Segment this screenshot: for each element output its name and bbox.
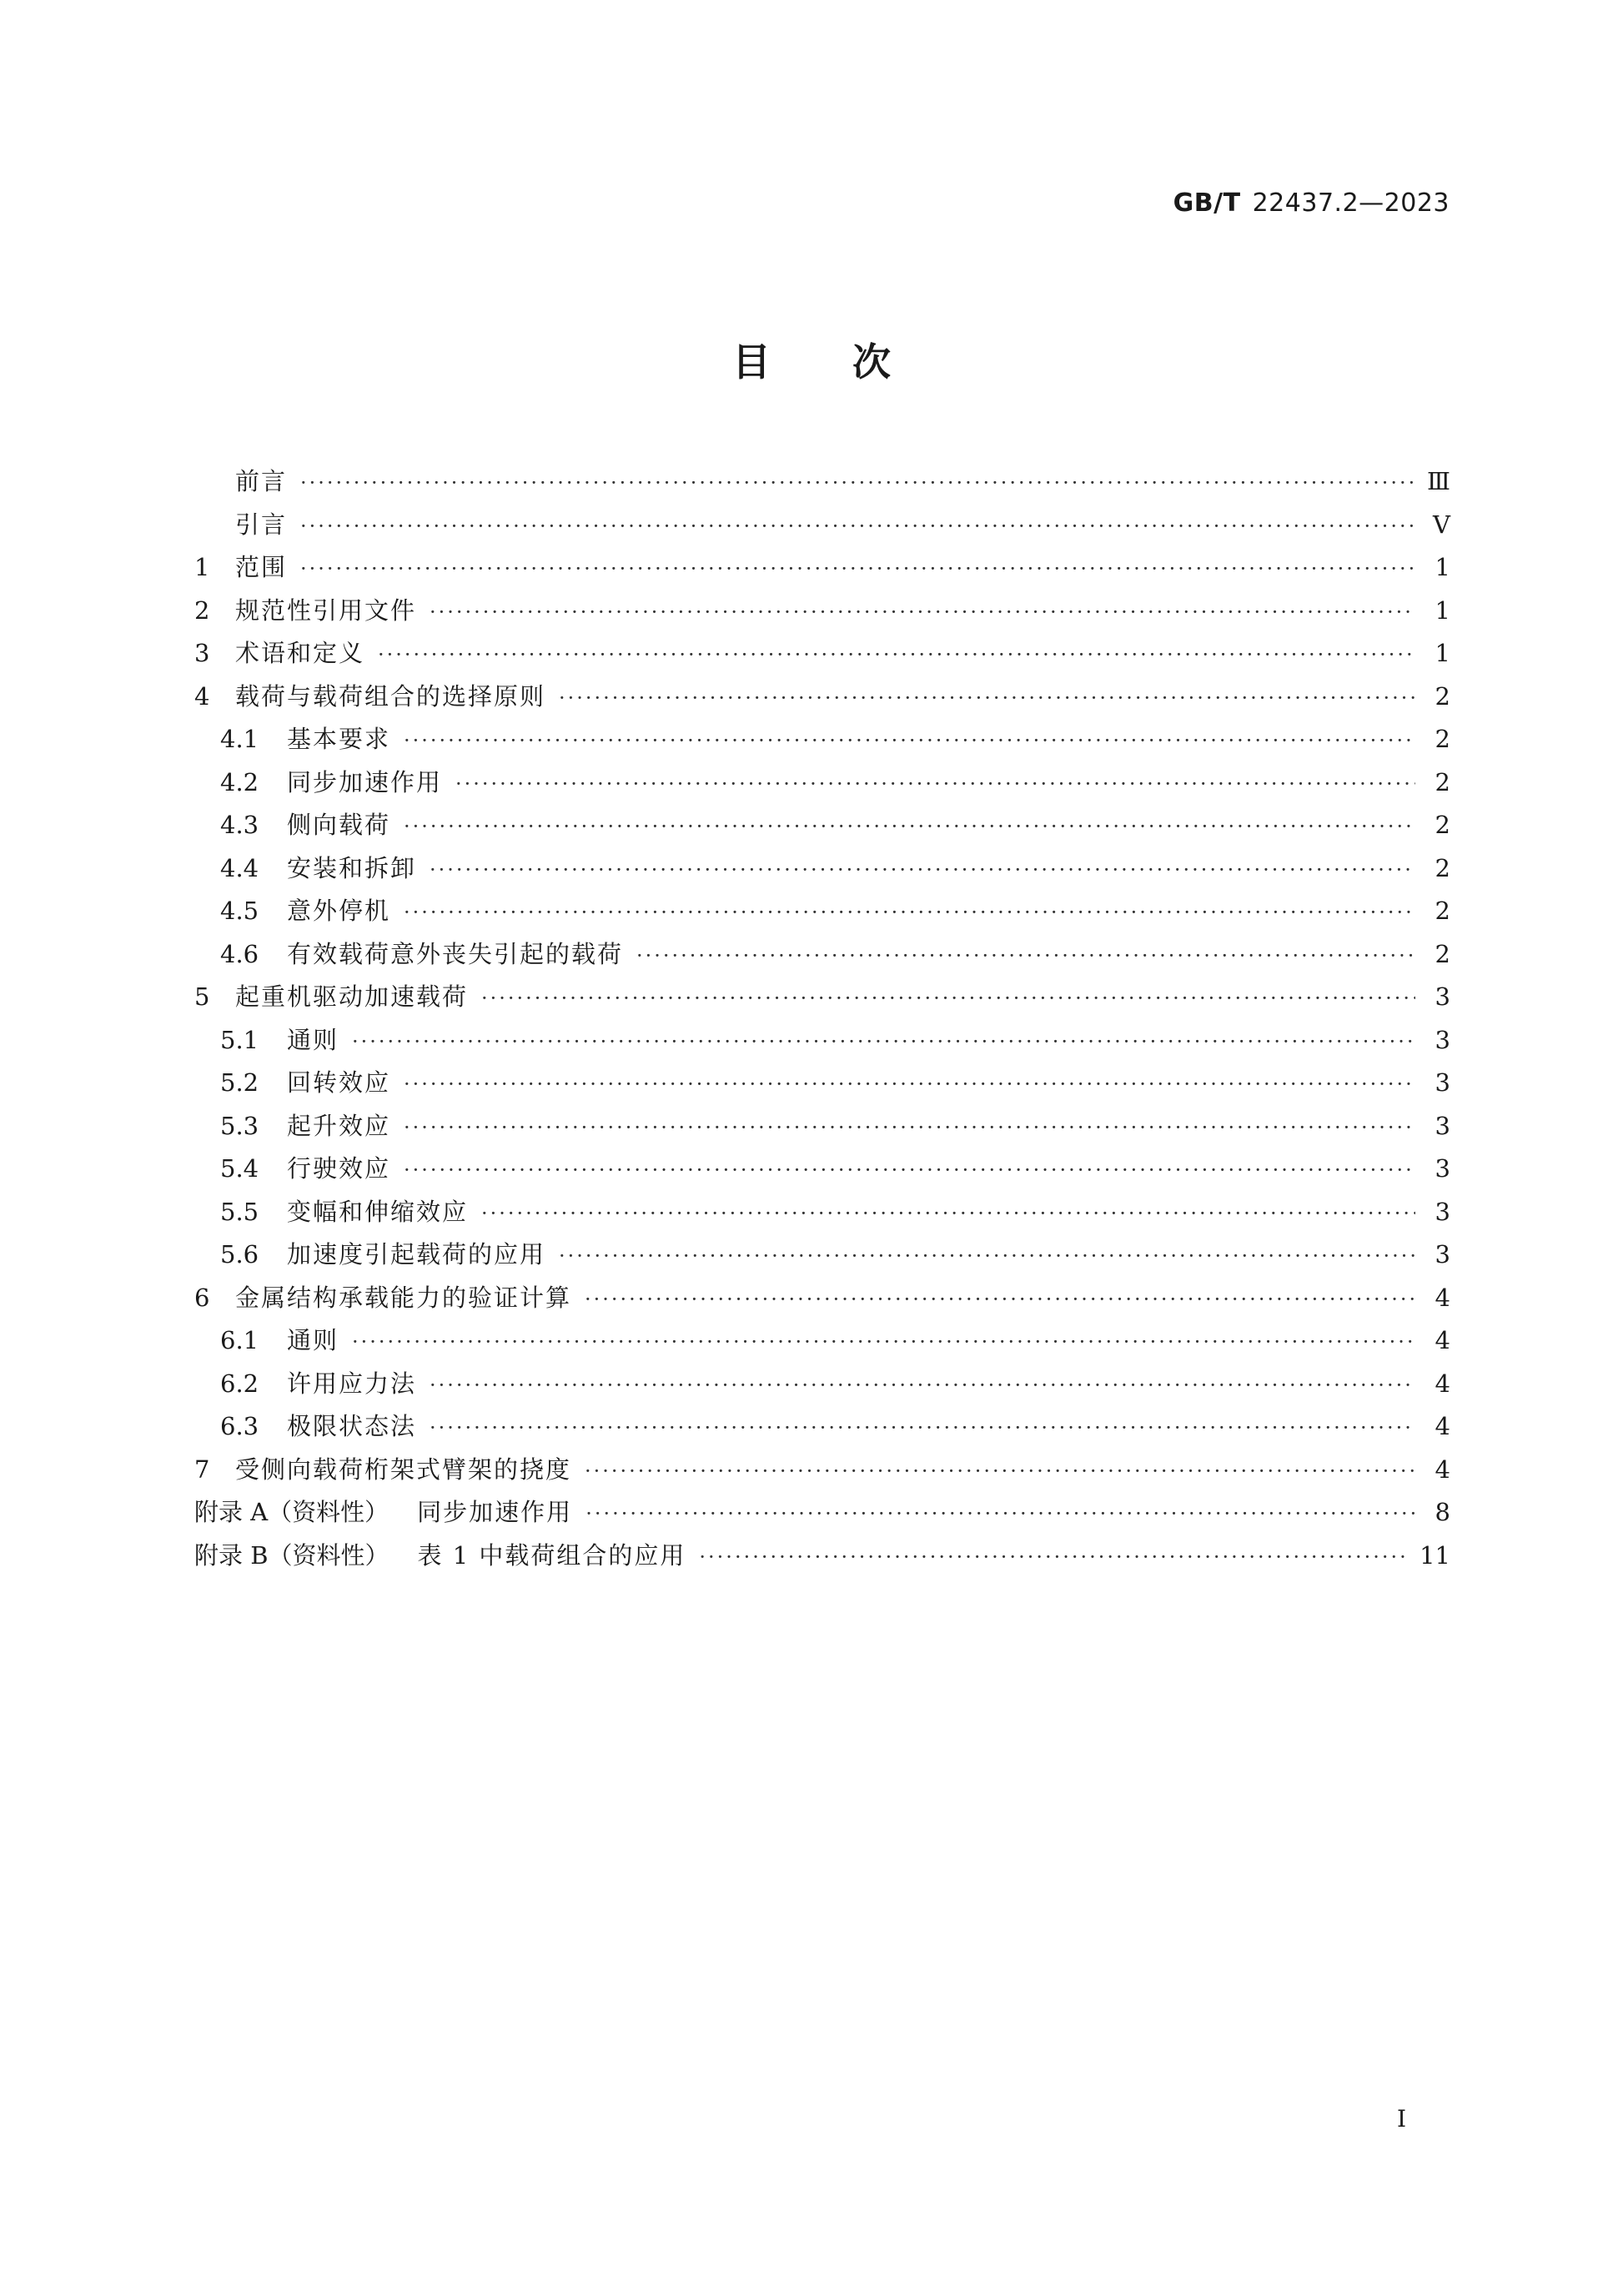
- toc-entry-number: 5: [194, 982, 210, 1011]
- toc-entry-number: 6.3: [220, 1412, 259, 1440]
- toc-entry-number: 5.4: [220, 1154, 259, 1183]
- toc-entry-number: 5.1: [220, 1025, 259, 1054]
- toc-entry[interactable]: [194, 676, 1450, 719]
- document-code: [1173, 188, 1450, 218]
- dot-leader: [300, 462, 1415, 505]
- toc-entry-page: 3: [1435, 1240, 1450, 1269]
- toc-entry-page: 8: [1435, 1498, 1450, 1526]
- toc-subentry[interactable]: [194, 1019, 1450, 1063]
- toc-entry-page: 3: [1435, 1197, 1450, 1226]
- toc-subentry[interactable]: [194, 718, 1450, 761]
- toc-entry-page: 2: [1435, 681, 1450, 711]
- toc-entry-page: 3: [1435, 1111, 1450, 1140]
- toc-entry-title: 意外停机: [287, 897, 391, 925]
- toc-entry-title: 引言: [235, 510, 288, 539]
- toc-entry-number: 5.3: [220, 1111, 259, 1140]
- dot-leader: [352, 1021, 1415, 1064]
- toc-entry-title: 载荷与载荷组合的选择原则: [235, 681, 546, 711]
- dot-leader: [404, 720, 1415, 763]
- toc-entry[interactable]: [194, 504, 1450, 547]
- dot-leader: [481, 1193, 1415, 1236]
- dot-leader: [352, 1321, 1415, 1364]
- dot-leader: [404, 1063, 1415, 1107]
- toc-subentry[interactable]: [194, 1233, 1450, 1277]
- toc-subentry[interactable]: [194, 1363, 1450, 1406]
- toc-entry-page: 4: [1435, 1326, 1450, 1354]
- dot-leader: [404, 1149, 1415, 1193]
- toc-entry-title: 加速度引起载荷的应用: [287, 1240, 546, 1269]
- dot-leader: [699, 1536, 1408, 1580]
- toc-entry-page: 11: [1419, 1540, 1450, 1570]
- toc-entry-number: 3: [194, 639, 210, 667]
- dot-leader: [404, 1107, 1415, 1150]
- dot-leader: [559, 677, 1415, 721]
- toc-subentry[interactable]: [194, 933, 1450, 977]
- toc-entry-number: 4.6: [220, 939, 259, 968]
- toc-entry[interactable]: [194, 976, 1450, 1019]
- toc-entry-title: 回转效应: [287, 1068, 391, 1097]
- dot-leader: [636, 935, 1415, 978]
- toc-entry-number: 4.2: [220, 767, 259, 796]
- toc-entry[interactable]: [194, 1449, 1450, 1492]
- toc-entry[interactable]: [194, 546, 1450, 590]
- toc-entry-title: 金属结构承载能力的验证计算: [235, 1283, 572, 1312]
- page-title: 目次: [732, 339, 972, 384]
- dot-leader: [430, 591, 1415, 635]
- toc-entry-title: 有效载荷意外丧失引起的载荷: [287, 939, 624, 968]
- toc-entry-page: 2: [1435, 853, 1450, 882]
- toc-subentry[interactable]: [194, 804, 1450, 847]
- dot-leader: [430, 1364, 1415, 1408]
- toc-entry-title: 表 1 中载荷组合的应用: [417, 1540, 686, 1570]
- toc-entry-title: 受侧向载荷桁架式臂架的挠度: [235, 1454, 572, 1484]
- dot-leader: [430, 849, 1415, 892]
- toc-subentry[interactable]: [194, 890, 1450, 933]
- toc-entry-title: 行驶效应: [287, 1154, 391, 1183]
- dot-leader: [585, 1279, 1415, 1322]
- toc-entry-title: 侧向载荷: [287, 811, 391, 839]
- toc-entry-title: 通则: [287, 1326, 339, 1354]
- toc-entry-page: 2: [1435, 939, 1450, 968]
- toc-appendix-label: 附录 A（资料性）: [194, 1498, 389, 1526]
- toc-appendix-label: 附录 B（资料性）: [194, 1540, 389, 1570]
- toc-entry-title: 规范性引用文件: [235, 595, 417, 625]
- toc-entry-number: 2: [194, 595, 210, 625]
- dot-leader: [378, 634, 1415, 677]
- toc-entry-title: 同步加速作用: [417, 1498, 573, 1526]
- dot-leader: [300, 505, 1415, 549]
- toc-subentry[interactable]: [194, 1319, 1450, 1363]
- dot-leader: [585, 1450, 1415, 1494]
- toc-entry-page: 3: [1435, 1025, 1450, 1054]
- toc-entry-page: 1: [1435, 639, 1450, 667]
- toc-entry-number: 4.4: [220, 853, 259, 882]
- toc-entry-number: 7: [194, 1454, 210, 1484]
- dot-leader: [430, 1407, 1415, 1450]
- toc-subentry[interactable]: [194, 847, 1450, 891]
- toc-entry-page: Ⅴ: [1433, 510, 1450, 539]
- toc-entry-title: 前言: [235, 467, 288, 495]
- toc-entry-number: 4: [194, 681, 210, 711]
- dot-leader: [481, 977, 1415, 1021]
- toc-entry-page: 2: [1435, 811, 1450, 839]
- toc-entry[interactable]: [194, 590, 1450, 633]
- toc-subentry[interactable]: [194, 761, 1450, 805]
- dot-leader: [559, 1235, 1415, 1279]
- toc-entry-title: 起升效应: [287, 1111, 391, 1140]
- toc-entry-title: 术语和定义: [235, 639, 365, 667]
- toc-entry-page: 2: [1435, 897, 1450, 925]
- toc-entry[interactable]: [194, 1277, 1450, 1320]
- toc-entry-title: 同步加速作用: [287, 767, 443, 796]
- standard-number: 22437.2—2023: [1252, 188, 1450, 218]
- toc-entry-title: 通则: [287, 1025, 339, 1054]
- page-number: I: [1396, 2105, 1406, 2133]
- toc-subentry[interactable]: [194, 1105, 1450, 1148]
- toc-entry-number: 4.3: [220, 811, 259, 839]
- toc-entry-title: 许用应力法: [287, 1369, 417, 1398]
- toc-entry-page: 4: [1435, 1412, 1450, 1440]
- toc-entry-page: 3: [1435, 1154, 1450, 1183]
- toc-subentry[interactable]: [194, 1148, 1450, 1191]
- toc-entry-number: 1: [194, 553, 210, 581]
- dot-leader: [455, 763, 1415, 806]
- toc-entry-page: 4: [1435, 1454, 1450, 1484]
- standard-prefix: GB/T: [1173, 188, 1241, 218]
- toc-entry[interactable]: [194, 460, 1450, 504]
- toc-entry-title: 变幅和伸缩效应: [287, 1197, 469, 1226]
- toc-entry-number: 4.5: [220, 897, 259, 925]
- toc-subentry[interactable]: [194, 1062, 1450, 1105]
- dot-leader: [404, 892, 1415, 935]
- toc-appendix-entry[interactable]: [194, 1491, 1450, 1535]
- toc-entry-page: Ⅲ: [1427, 467, 1450, 495]
- toc-subentry[interactable]: [194, 1191, 1450, 1234]
- toc-entry-title: 安装和拆卸: [287, 853, 417, 882]
- dot-leader: [585, 1493, 1415, 1536]
- toc-entry-title: 范围: [235, 553, 288, 581]
- toc-entry-number: 6.2: [220, 1369, 259, 1398]
- toc-subentry[interactable]: [194, 1405, 1450, 1449]
- toc-entry-number: 5.5: [220, 1197, 259, 1226]
- toc-entry-number: 5.6: [220, 1240, 259, 1269]
- toc-entry-number: 6: [194, 1283, 210, 1312]
- toc-entry-number: 6.1: [220, 1326, 259, 1354]
- toc-entry-page: 2: [1435, 767, 1450, 796]
- dot-leader: [404, 806, 1415, 849]
- toc-entry-page: 3: [1435, 1068, 1450, 1097]
- toc-entry-page: 4: [1435, 1369, 1450, 1398]
- toc-entry-page: 2: [1435, 725, 1450, 753]
- toc-entry-title: 起重机驱动加速载荷: [235, 982, 469, 1011]
- toc-entry-number: 4.1: [220, 725, 259, 753]
- toc-entry-number: 5.2: [220, 1068, 259, 1097]
- toc-entry[interactable]: [194, 632, 1450, 676]
- table-of-contents: [194, 460, 1450, 1577]
- toc-entry-page: 1: [1435, 553, 1450, 581]
- dot-leader: [300, 548, 1415, 591]
- toc-entry-title: 基本要求: [287, 725, 391, 753]
- toc-entry-page: 3: [1435, 982, 1450, 1011]
- toc-entry-page: 4: [1435, 1283, 1450, 1312]
- toc-appendix-entry[interactable]: [194, 1535, 1450, 1578]
- toc-entry-page: 1: [1435, 595, 1450, 625]
- toc-entry-title: 极限状态法: [287, 1412, 417, 1440]
